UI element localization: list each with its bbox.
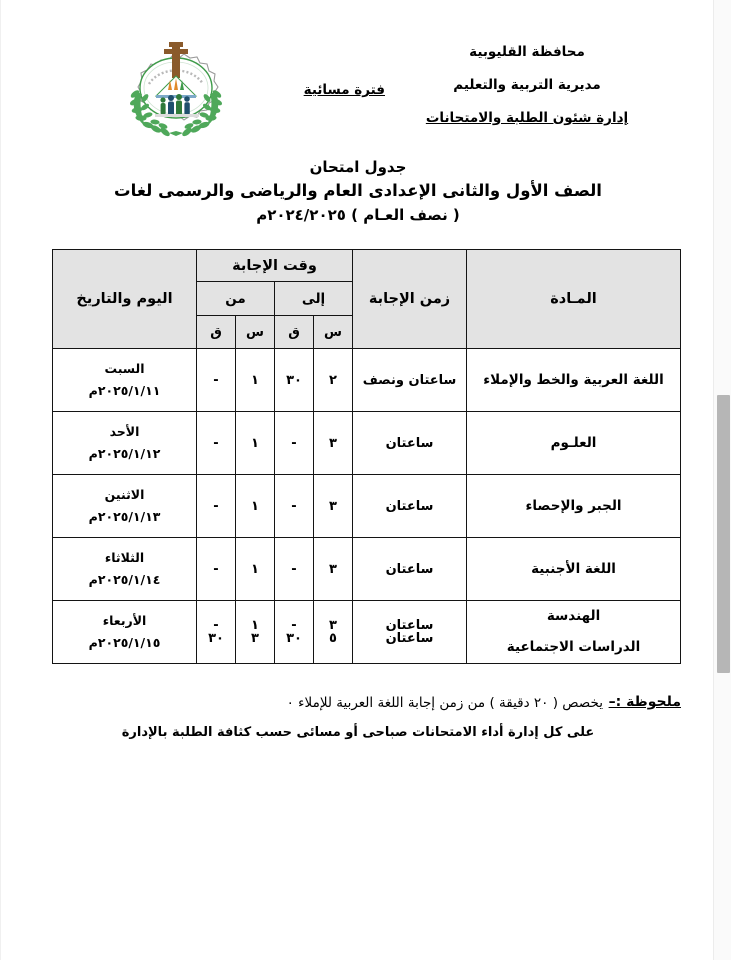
cell-subject — [467, 601, 681, 664]
note-label: ملحوظة :– — [608, 694, 681, 710]
cell-to-hours — [314, 601, 353, 664]
cell-subject-line-b: الدراسات الاجتماعية — [506, 638, 641, 655]
document-header — [1, 26, 715, 144]
table-row — [53, 601, 681, 664]
cell-date: ٢٠٢٥/١/١٤م — [88, 572, 161, 587]
period-tag: فترة مسائية — [303, 82, 385, 98]
note-row-1 — [53, 694, 681, 720]
note-text-session-policy: على كل إدارة أداء الامتحانات صباحى أو مسائى حسب كثافة الطلبة بالإدارة — [121, 725, 595, 740]
footer-notes — [53, 694, 681, 740]
cell-date: ٢٠٢٥/١/١٥م — [88, 635, 161, 650]
cell-duration: ساعتان — [353, 538, 467, 601]
cell-to-minutes: ٣٠ — [275, 349, 314, 412]
cell-date: ٢٠٢٥/١/١٢م — [88, 446, 161, 461]
exam-schedule-table — [52, 249, 681, 664]
table-row — [53, 349, 681, 412]
cell-date: ٢٠٢٥/١/١٣م — [88, 509, 161, 524]
cell-duration — [353, 601, 467, 664]
page-scrollbar-thumb[interactable] — [717, 395, 730, 673]
cell-day-name: السبت — [104, 361, 145, 376]
cell-to-hours: ٣ — [314, 538, 353, 601]
cell-day-name: الأربعاء — [102, 613, 147, 628]
cell-to-hours: ٣ — [314, 412, 353, 475]
org-line-administration: إدارة شئون الطلبة والامتحانات — [425, 110, 629, 126]
qalyubia-governorate-emblem-icon — [111, 40, 241, 140]
table-row — [53, 475, 681, 538]
page-scrollbar-track[interactable] — [713, 0, 731, 960]
cell-to-minutes-line-b: ٣٠ — [286, 631, 302, 646]
page-subtitle-term: ( نصف العـام ) ٢٠٢٤/٢٠٢٥م — [256, 206, 460, 224]
cell-from-minutes: - — [197, 412, 236, 475]
org-line-directorate: مديرية التربية والتعليم — [453, 77, 601, 93]
cell-to-hours: ٣ — [314, 475, 353, 538]
cell-subject: العلـوم — [467, 412, 681, 475]
cell-from-minutes-line-a: - — [213, 618, 219, 633]
column-header-answer-time: وقت الإجابة — [197, 250, 353, 282]
cell-day-and-date — [53, 601, 197, 664]
cell-duration: ساعتان ونصف — [353, 349, 467, 412]
cell-from-hours-line-a: ١ — [251, 618, 259, 633]
cell-duration-line-b: ساعتان — [385, 631, 434, 646]
cell-duration-line-a: ساعتان — [385, 618, 434, 633]
cell-from-minutes: - — [197, 349, 236, 412]
column-header-to: إلى — [275, 282, 353, 316]
table-header-row-1 — [53, 250, 681, 282]
cell-to-minutes: - — [275, 475, 314, 538]
page-subtitle-grades: الصف الأول والثانى الإعدادى العام والرياضى والرسمى لغات — [114, 181, 602, 200]
cell-to-hours: ٢ — [314, 349, 353, 412]
cell-duration: ساعتان — [353, 475, 467, 538]
cell-date: ٢٠٢٥/١/١١م — [88, 383, 161, 398]
cell-from-hours: ١ — [236, 349, 275, 412]
cell-to-hours-line-a: ٣ — [329, 618, 337, 633]
cell-from-minutes-line-b: ٣٠ — [208, 631, 224, 646]
cell-from-hours: ١ — [236, 475, 275, 538]
cell-day-name: الاثنين — [104, 487, 145, 502]
cell-day-and-date — [53, 538, 197, 601]
cell-to-minutes: - — [275, 412, 314, 475]
cell-day-and-date — [53, 349, 197, 412]
cell-from-hours — [236, 601, 275, 664]
cell-from-minutes: - — [197, 538, 236, 601]
column-header-from-minutes: ق — [197, 316, 236, 349]
table-body — [53, 349, 681, 664]
cell-subject: الجبر والإحصاء — [467, 475, 681, 538]
cell-to-hours-line-b: ٥ — [329, 631, 337, 646]
table-row — [53, 412, 681, 475]
column-header-to-hours: س — [314, 316, 353, 349]
cell-day-and-date — [53, 412, 197, 475]
column-header-from-hours: س — [236, 316, 275, 349]
document-title-block — [1, 156, 715, 227]
cell-to-minutes: - — [275, 538, 314, 601]
cell-duration: ساعتان — [353, 412, 467, 475]
cell-from-hours: ١ — [236, 412, 275, 475]
cell-from-hours: ١ — [236, 538, 275, 601]
cell-day-name: الأحد — [109, 424, 140, 439]
cell-from-minutes: - — [197, 475, 236, 538]
table-header — [53, 250, 681, 349]
org-line-governorate: محافظة القليوبية — [469, 44, 585, 60]
cell-subject: اللغة الأجنبية — [467, 538, 681, 601]
cell-to-minutes — [275, 601, 314, 664]
organization-lines — [377, 36, 677, 135]
cell-to-minutes-line-a: - — [291, 618, 297, 633]
cell-subject-line-a: الهندسة — [546, 607, 601, 624]
cell-subject: اللغة العربية والخط والإملاء — [467, 349, 681, 412]
page-title: جدول امتحان — [309, 158, 407, 176]
column-header-day-and-date: اليوم والتاريخ — [53, 250, 197, 349]
cell-day-name: الثلاثاء — [104, 550, 145, 565]
note-text-dictation: يخصص ( ٢٠ دقيقة ) من زمن إجابة اللغة العربية للإملاء ٠ — [286, 695, 603, 711]
column-header-subject: المـادة — [467, 250, 681, 349]
cell-day-and-date — [53, 475, 197, 538]
table-row — [53, 538, 681, 601]
column-header-to-minutes: ق — [275, 316, 314, 349]
cell-from-hours-line-b: ٣ — [251, 631, 259, 646]
column-header-answer-duration: زمن الإجابة — [353, 250, 467, 349]
exam-schedule-table-wrapper — [53, 249, 681, 664]
cell-from-minutes — [197, 601, 236, 664]
column-header-from: من — [197, 282, 275, 316]
